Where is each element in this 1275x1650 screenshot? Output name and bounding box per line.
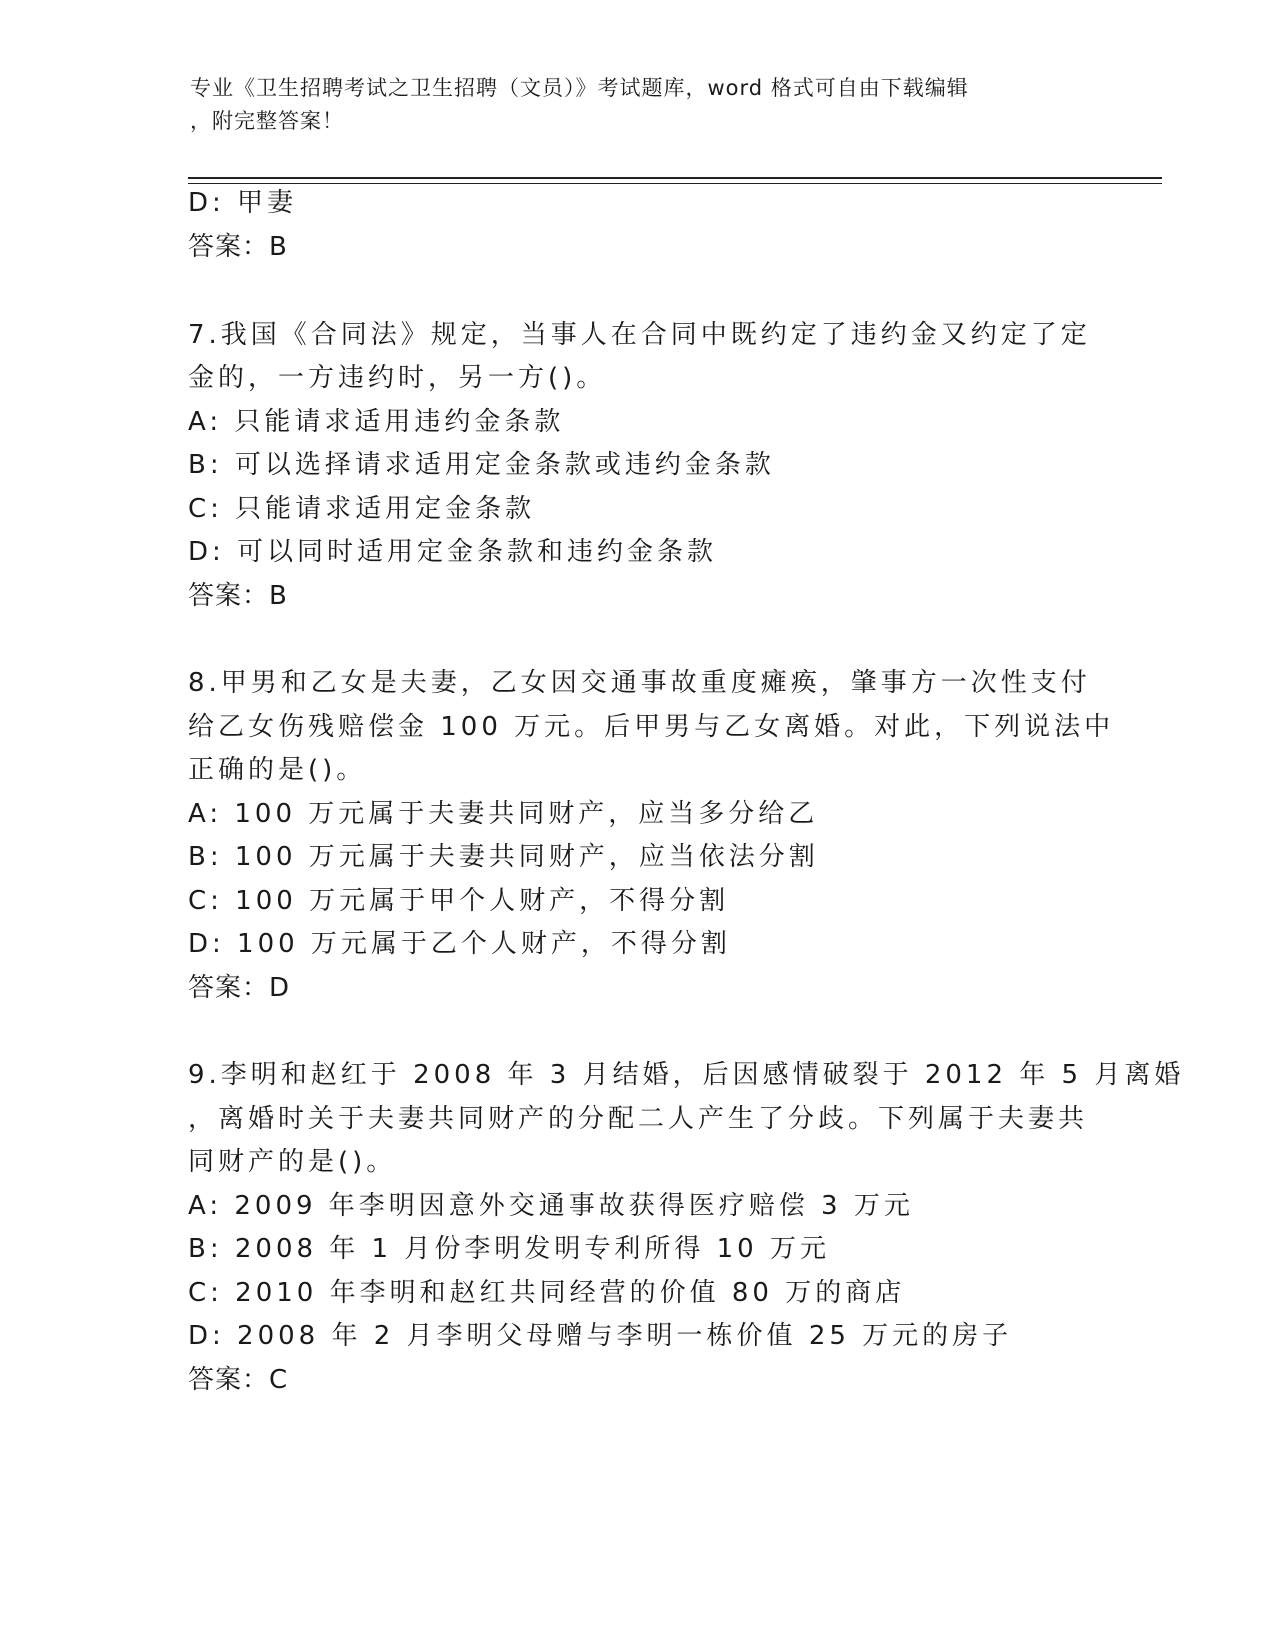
q7-stem-line-1: 7.我国《合同法》规定，当事人在合同中既约定了违约金又约定了定 [188,320,1091,350]
prev-option-d: D: 甲妻 [188,188,298,218]
q9-stem-line-1: 9.李明和赵红于 2008 年 3 月结婚，后因感情破裂于 2012 年 5 月离婚 [188,1060,1185,1090]
q8-stem-line-3: 正确的是()。 [188,755,367,785]
q8-option-a: A: 100 万元属于夫妻共同财产，应当多分给乙 [188,799,819,829]
q9-answer: 答案：C [188,1365,289,1395]
q7-answer: 答案：B [188,581,288,611]
header-rule-thick [188,177,1162,179]
document-header [190,72,1080,138]
header-line-1: 专业《卫生招聘考试之卫生招聘（文员）》考试题库，word 格式可自由下载编辑 [190,76,969,100]
q9-option-c: C: 2010 年李明和赵红共同经营的价值 80 万的商店 [188,1278,906,1308]
q8-option-d: D: 100 万元属于乙个人财产，不得分割 [188,929,731,959]
q9-option-d: D: 2008 年 2 月李明父母赠与李明一栋价值 25 万元的房子 [188,1321,1013,1351]
q8-option-b: B: 100 万元属于夫妻共同财产，应当依法分割 [188,842,819,872]
q8-option-c: C: 100 万元属于甲个人财产，不得分割 [188,886,730,916]
q9-stem-line-3: 同财产的是()。 [188,1147,397,1177]
q7-stem-line-2: 金的，一方违约时，另一方()。 [188,363,607,393]
q8-stem-line-2: 给乙女伤残赔偿金 100 万元。后甲男与乙女离婚。对此，下列说法中 [188,712,1115,742]
q8-stem-line-1: 8.甲男和乙女是夫妻，乙女因交通事故重度瘫痪，肇事方一次性支付 [188,668,1091,698]
q9-option-b: B: 2008 年 1 月份李明发明专利所得 10 万元 [188,1234,830,1264]
header-line-2: ，附完整答案！ [190,109,344,133]
header-rule-thin [188,183,1162,184]
q7-option-c: C: 只能请求适用定金条款 [188,494,536,524]
q9-option-a: A: 2009 年李明因意外交通事故获得医疗赔偿 3 万元 [188,1191,914,1221]
q7-option-a: A: 只能请求适用违约金条款 [188,407,565,437]
q7-option-b: B: 可以选择请求适用定金条款或违约金条款 [188,450,775,480]
q8-answer: 答案：D [188,973,291,1003]
q7-option-d: D: 可以同时适用定金条款和违约金条款 [188,537,718,567]
prev-answer: 答案：B [188,232,288,262]
q9-stem-line-2: ，离婚时关于夫妻共同财产的分配二人产生了分歧。下列属于夫妻共 [188,1104,1089,1134]
